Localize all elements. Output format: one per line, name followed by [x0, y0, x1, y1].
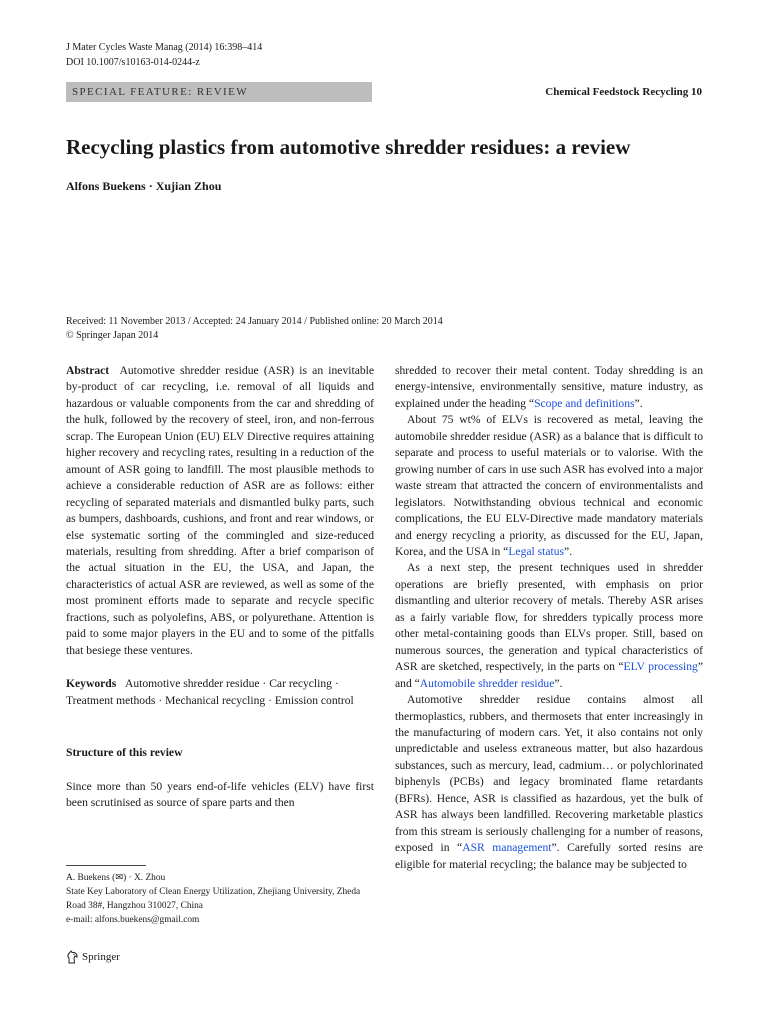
link-asr-management[interactable]: ASR management — [462, 841, 552, 855]
link-legal-status[interactable]: Legal status — [508, 544, 565, 558]
copyright: © Springer Japan 2014 — [66, 330, 159, 341]
springer-horse-icon — [66, 950, 79, 964]
paragraph-1: shredded to recover their metal content. Today shredding is an energy-intensive, environmentally sensitive, mature industry, as explained under the heading “Scope and definitions”. — [395, 364, 703, 410]
footnote-authors: A. Buekens (✉) · X. Zhou — [66, 873, 166, 883]
abstract-label: Abstract — [66, 364, 110, 377]
footnote-email[interactable]: e-mail: alfons.buekens@gmail.com — [66, 915, 200, 925]
journal-citation: J Mater Cycles Waste Manag (2014) 16:398–414 — [66, 42, 263, 53]
link-scope-and-definitions[interactable]: Scope and definitions — [534, 396, 635, 410]
keywords — [66, 676, 374, 709]
link-automobile-shredder-residue[interactable]: Automobile shredder residue — [419, 676, 555, 690]
publisher-logo — [66, 950, 120, 964]
abstract-text: Automotive shredder residue (ASR) is an inevitable by-product of car recycling, i.e. removal of all liquids and hazardous or valuable components from the car and shredding of the hulk, followed by the recovery of steel, iron, and non-ferrous scrap. The European Union (EU) ELV Directive requires attaining higher recovery and recycling rates, resulting in a reduction of the amount of ASR going to landfill. The most plausible methods to achieve a considerable reduction of ASR are as follows: either recycling of separated materials and dismantled bulky parts, such as bumpers, dashboards, cushions, and front and rear windows, or else systematic sorting of the commingled and size-reduced materials, resulting from shredding. After a brief comparison of the actual situation in the EU, the USA, and Japan, the characteristics of actual ASR are reviewed, as well as some of the most prominent efforts made to separate and recycle specific fractions, such as polyolefins, ABS, or polyurethane. Attention is paid to some major players in the EU and to some of the pitfalls that besiege these ventures. — [66, 364, 375, 657]
right-column — [395, 363, 703, 873]
feature-banner: SPECIAL FEATURE: REVIEW — [66, 82, 372, 102]
footnote-affiliation: State Key Laboratory of Clean Energy Utilization, Zhejiang University, Zheda Road 38#, Hangzhou 310027, China — [66, 887, 361, 911]
left-column — [66, 363, 374, 811]
authors: Alfons Buekens · Xujian Zhou — [66, 179, 222, 193]
section-heading: Structure of this review — [66, 746, 183, 760]
footnote-divider — [66, 865, 146, 866]
series-label: Chemical Feedstock Recycling 10 — [545, 86, 702, 98]
keywords-text: Automotive shredder residue · Car recycling · Treatment methods · Mechanical recycling · Emission control — [66, 677, 354, 707]
paragraph-3: As a next step, the present techniques used in shredder operations are briefly presented, with emphasis on prior dismantling and ulterior recovery of metals. Thereby ASR arises as a fairly variable flow, for shredders typically process more other metal-containing goods than ELVs proper. Still, based on numerous sources, the generation and typical characteristics of ASR are sketched, respectively, in the parts on “ELV processing” and “Automobile shredder residue”. — [395, 561, 704, 690]
article-title: Recycling plastics from automotive shredder residues: a review — [66, 135, 631, 159]
history-dates: Received: 11 November 2013 / Accepted: 24 January 2014 / Published online: 20 March 2014 — [66, 316, 443, 327]
doi[interactable]: DOI 10.1007/s10163-014-0244-z — [66, 57, 200, 68]
link-elv-processing[interactable]: ELV processing — [623, 660, 698, 674]
keywords-label: Keywords — [66, 677, 117, 691]
abstract — [66, 363, 374, 659]
article-dates — [66, 315, 443, 343]
paragraph-4: Automotive shredder residue contains almost all thermoplastics, rubbers, and thermosets that enter increasingly in the manufacturing of modern cars. Yet, it also contains not only unpredictable and useless extraneous matter, but also hazardous substances, such as mercury, lead, cadmium… or polychlorinated biphenyls (PCBs) and legacy brominated flame retardants (BFRs). Hence, ASR is classified as hazardous, yet the bulk of ASR has always been landfilled. Recovering marketable plastics from this stream is seriously challenging for a number of reasons, exposed in “ASR management”. Carefully sorted resins are eligible for material recycling; the balance may be subjected to — [395, 693, 703, 871]
structure-paragraph: Since more than 50 years end-of-life vehicles (ELV) have first been scrutinised as source of spare parts and then — [66, 779, 374, 809]
paragraph-2: About 75 wt% of ELVs is recovered as metal, leaving the automobile shredder residue (ASR) as a balance that is difficult to separate and process to useful materials or to valorise. With the growing number of cars in use such ASR has evolved into a major waste stream that attracted the concern of environmentalists and legislators. Notwithstanding obvious technical and economic complications, the EU ELV-Directive made mandatory materials and energy recycling a priority, as discussed for the EU, Japan, Korea, and the USA in “Legal status”. — [395, 413, 703, 558]
publisher-name: Springer — [82, 951, 120, 963]
author-footnote — [66, 871, 374, 927]
